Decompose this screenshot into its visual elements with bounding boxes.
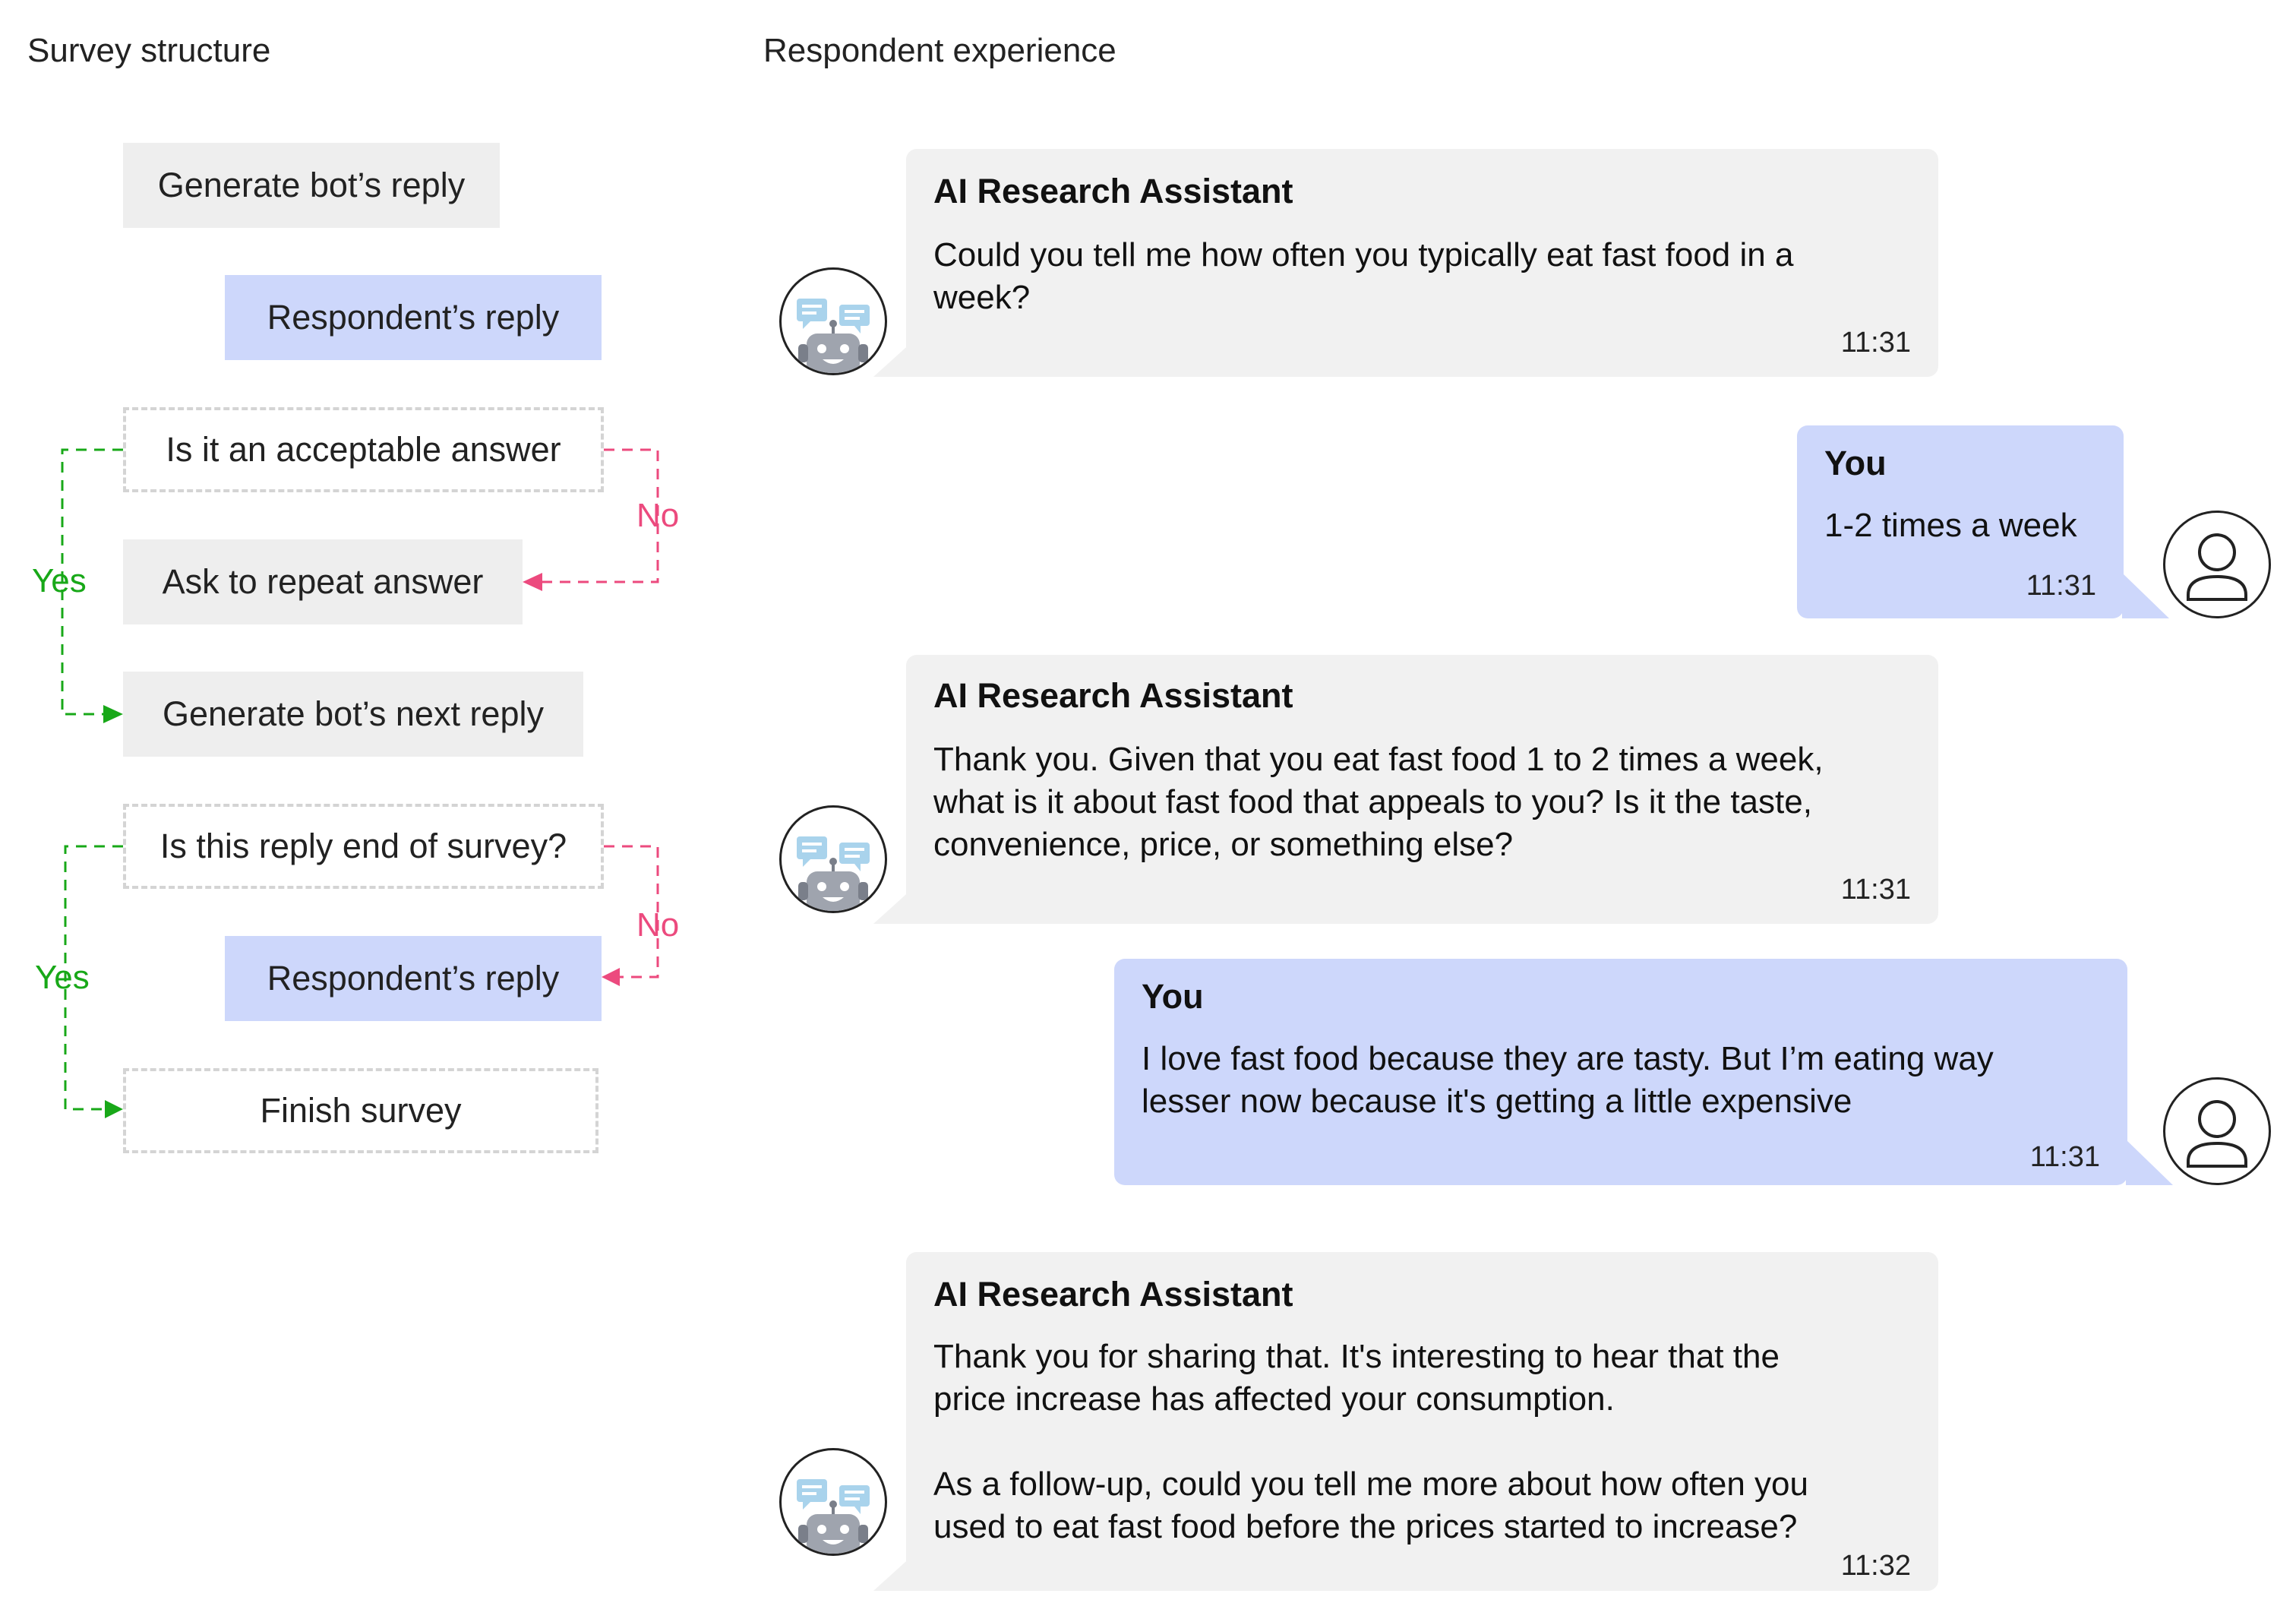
chat-message-user: [1114, 959, 2127, 1185]
flow-node-respondent-reply-2: Respondent’s reply: [225, 936, 602, 1021]
message-sender: AI Research Assistant: [933, 172, 1293, 210]
message-text: Could you tell me how often you typically eat fast food in a week?: [933, 236, 1794, 316]
chat-message-bot: [906, 149, 1938, 377]
chat-message-bot: [906, 655, 1938, 924]
message-timestamp: 11:31: [1840, 874, 1911, 906]
message-timestamp: 11:32: [1840, 1550, 1911, 1582]
flow-node-respondent-reply: Respondent’s reply: [225, 275, 602, 360]
message-text: I love fast food because they are tasty. But I’m eating way lesser now because it's getting a little expensive: [1142, 1040, 1994, 1120]
yes-arrow-2: [105, 1100, 123, 1118]
flow-node-ask-to-repeat: Ask to repeat answer: [123, 539, 523, 624]
message-timestamp: 11:31: [1840, 327, 1911, 359]
message-sender: AI Research Assistant: [933, 676, 1293, 715]
flow-node-generate-bot-reply: Generate bot’s reply: [123, 143, 500, 228]
user-avatar: [2163, 1077, 2271, 1185]
user-icon: [2165, 513, 2269, 616]
no-label-2: No: [636, 906, 680, 944]
message-sender: AI Research Assistant: [933, 1275, 1293, 1314]
flow-node-finish-survey: Finish survey: [123, 1068, 598, 1153]
chat-message-user: [1797, 425, 2124, 618]
robot-icon: [782, 270, 885, 373]
no-arrow-1: [523, 573, 542, 591]
user-bubble-tail: [2122, 573, 2169, 618]
yes-arrow-1: [103, 705, 123, 723]
user-avatar: [2163, 511, 2271, 618]
yes-label-1: Yes: [32, 562, 87, 599]
message-text: Thank you. Given that you eat fast food 1 to 2 times a week, what is it about fast food that appeals to you? Is it the taste, convenience, price, or something else?: [933, 741, 1824, 863]
bot-avatar: [779, 1448, 887, 1556]
message-sender: You: [1824, 444, 1887, 482]
no-label-1: No: [636, 497, 680, 534]
robot-icon: [782, 808, 885, 911]
chat-message-bot: [906, 1252, 1938, 1591]
user-icon: [2165, 1080, 2269, 1183]
bot-avatar: [779, 267, 887, 375]
no-arrow-2: [602, 968, 620, 986]
flow-node-acceptable-answer-decision: Is it an acceptable answer: [123, 407, 604, 492]
message-sender: You: [1142, 977, 1204, 1016]
message-text: Thank you for sharing that. It's interesting to hear that the price increase has affected your consumption. As a follow-up, could you tell me more about how often you used to eat fast food before the prices started to increase?: [933, 1338, 1808, 1545]
flow-node-generate-next-reply: Generate bot’s next reply: [123, 672, 583, 757]
bot-avatar: [779, 805, 887, 913]
message-timestamp: 11:31: [2029, 1141, 2100, 1173]
message-timestamp: 11:31: [2026, 570, 2096, 602]
flow-node-end-of-survey-decision: Is this reply end of survey?: [123, 804, 604, 889]
robot-icon: [782, 1450, 885, 1554]
respondent-experience-title: Respondent experience: [763, 32, 1116, 69]
message-text: 1-2 times a week: [1824, 507, 2077, 544]
yes-label-2: Yes: [35, 959, 90, 996]
survey-structure-title: Survey structure: [27, 32, 271, 69]
